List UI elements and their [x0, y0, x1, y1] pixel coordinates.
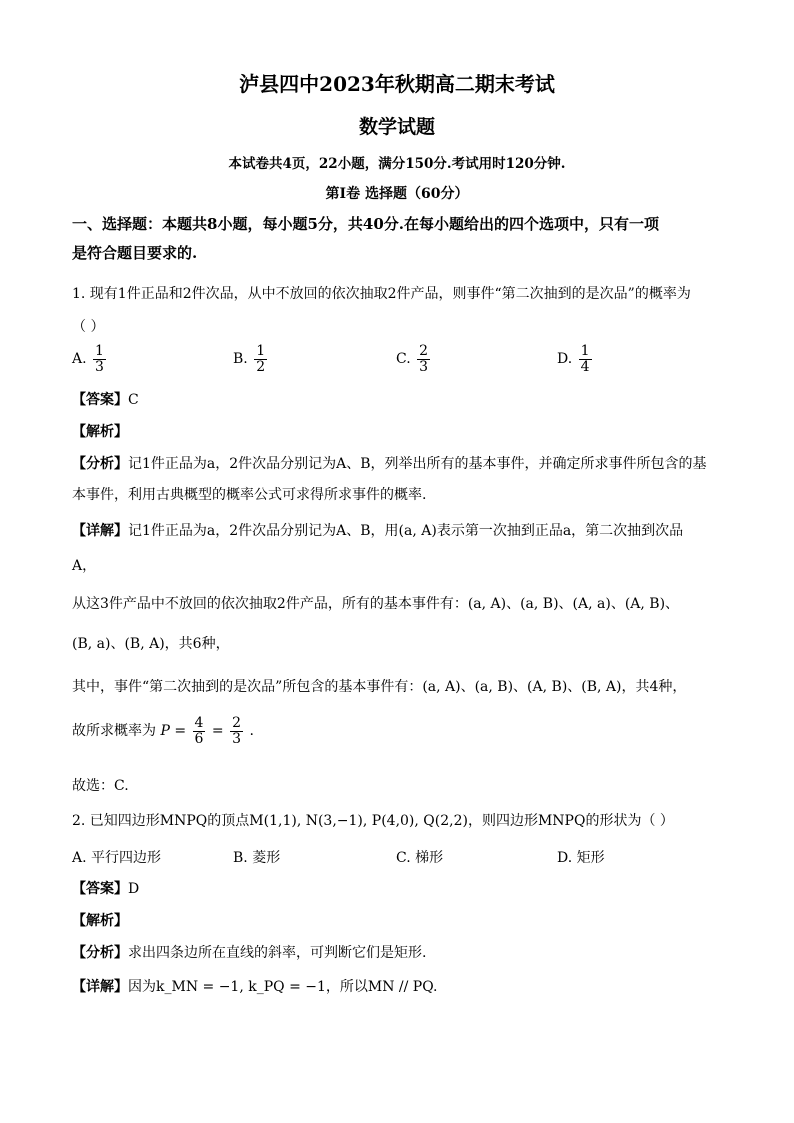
q1-xiangjie-line5: 其中，事件“第二次抽到的是次品”所包含的基本事件有：(a, A)、(a, B)、(A, B)、(B, A)，共4种， [72, 679, 687, 695]
answer-value: D [128, 881, 140, 897]
q1-option-c [396, 344, 432, 374]
q2-option-d [557, 847, 605, 867]
q2-analysis-tag [72, 910, 128, 930]
exam-subtitle: 数学试题 [358, 116, 435, 138]
fraction-numerator: 4 [194, 715, 204, 731]
option-text: 矩形 [576, 850, 605, 866]
period: . [249, 723, 254, 740]
option-text: 梯形 [415, 850, 444, 866]
fraction-numerator: 2 [419, 343, 429, 359]
xiangjie-text: 因为k_MN = −1, k_PQ = −1，所以MN // PQ. [128, 979, 438, 995]
fenxi-text: 记1件正品为a，2件次品分别记为A、B，列举出所有的基本事件，并确定所求事件所包含的基 [128, 456, 707, 472]
fraction-denominator: 3 [95, 358, 104, 375]
probability-fraction-1 [193, 716, 206, 746]
xiangjie-tag: 【详解】 [72, 523, 128, 539]
fraction-denominator: 3 [419, 358, 429, 375]
option-label: C. [396, 850, 411, 866]
fraction-denominator: 3 [232, 730, 241, 747]
q1-xiangjie-line1 [72, 520, 683, 540]
xiangjie-text: 记1件正品为a，2件次品分别记为A、B，用(a, A)表示第一次抽到正品a，第二次抽到次品 [128, 523, 684, 539]
exam-title: 泸县四中2023年秋期高二期末考试 [239, 72, 555, 96]
q1-xiangjie-line2: A， [72, 558, 97, 574]
q1-xiangjie-line4: (B, a)、(B, A)，共6种， [72, 636, 230, 652]
q1-option-d [557, 344, 594, 374]
option-fraction [254, 344, 267, 374]
analysis-tag: 【解析】 [72, 913, 128, 929]
option-label: A. [72, 850, 87, 866]
option-fraction [417, 344, 430, 374]
option-label: B. [233, 850, 248, 866]
q2-stem: 2. 已知四边形MNPQ的顶点M(1,1), N(3,−1), P(4,0), Q(2,2)，则四边形MNPQ的形状为（ ） [72, 813, 674, 829]
option-fraction [579, 344, 592, 374]
q1-stem-bracket: （ ） [72, 319, 105, 335]
option-label: A. [72, 351, 87, 368]
fenxi-tag: 【分析】 [72, 456, 128, 472]
option-label: B. [233, 351, 248, 368]
q1-fenxi-line1 [72, 453, 707, 473]
q2-fenxi [72, 942, 426, 962]
q1-answer [72, 389, 139, 409]
analysis-tag: 【解析】 [72, 424, 128, 440]
fenxi-tag: 【分析】 [72, 945, 128, 961]
section-heading-line2: 是符合题目要求的. [72, 244, 198, 262]
q1-option-b [233, 344, 269, 374]
q2-option-b [233, 847, 280, 867]
q2-xiangjie [72, 976, 437, 996]
fraction-numerator: 1 [580, 343, 590, 359]
q2-option-a [72, 847, 161, 867]
fraction-numerator: 1 [95, 343, 104, 359]
answer-tag: 【答案】 [72, 881, 128, 897]
q1-xiangjie-line3: 从这3件产品中不放回的依次抽取2件产品，所有的基本事件有：(a, A)、(a, B)、(A, a)、(A, B)、 [72, 596, 680, 612]
fraction-denominator: 4 [580, 358, 590, 375]
fraction-denominator: 6 [194, 730, 204, 747]
fenxi-text: 求出四条边所在直线的斜率，可判断它们是矩形. [128, 945, 427, 961]
q1-fenxi-line2: 本事件，利用古典概型的概率公式可求得所求事件的概率. [72, 487, 427, 503]
probability-fraction-2 [230, 716, 243, 746]
q1-stem: 1. 现有1件正品和2件次品，从中不放回的依次抽取2件产品，则事件“第二次抽到的是次品”的概率为 [72, 286, 691, 302]
q1-option-a [72, 344, 108, 374]
option-label: D. [557, 850, 573, 866]
option-label: D. [557, 351, 573, 368]
probability-prefix: 故所求概率为 [72, 723, 156, 740]
option-fraction [93, 344, 106, 374]
answer-tag: 【答案】 [72, 392, 128, 408]
section-heading-line1: 一、选择题：本题共8小题，每小题5分，共40分.在每小题给出的四个选项中，只有一项 [72, 215, 659, 233]
q1-probability-line [72, 716, 254, 746]
xiangjie-tag: 【详解】 [72, 979, 128, 995]
exam-info: 本试卷共4页，22小题，满分150分.考试用时120分钟. [228, 156, 566, 172]
fraction-numerator: 2 [232, 715, 241, 731]
option-text: 平行四边形 [91, 850, 162, 866]
probability-symbol: P = [160, 723, 187, 740]
option-label: C. [396, 351, 411, 368]
option-text: 菱形 [252, 850, 281, 866]
q1-choose: 故选：C. [72, 778, 129, 794]
q2-answer [72, 878, 139, 898]
equals-sign: = [211, 723, 224, 740]
q2-option-c [396, 847, 443, 867]
q1-analysis-tag [72, 421, 128, 441]
answer-value: C [128, 392, 139, 408]
part-heading: 第I卷 选择题（60分） [325, 186, 469, 202]
fraction-denominator: 2 [256, 358, 266, 375]
fraction-numerator: 1 [256, 343, 266, 359]
